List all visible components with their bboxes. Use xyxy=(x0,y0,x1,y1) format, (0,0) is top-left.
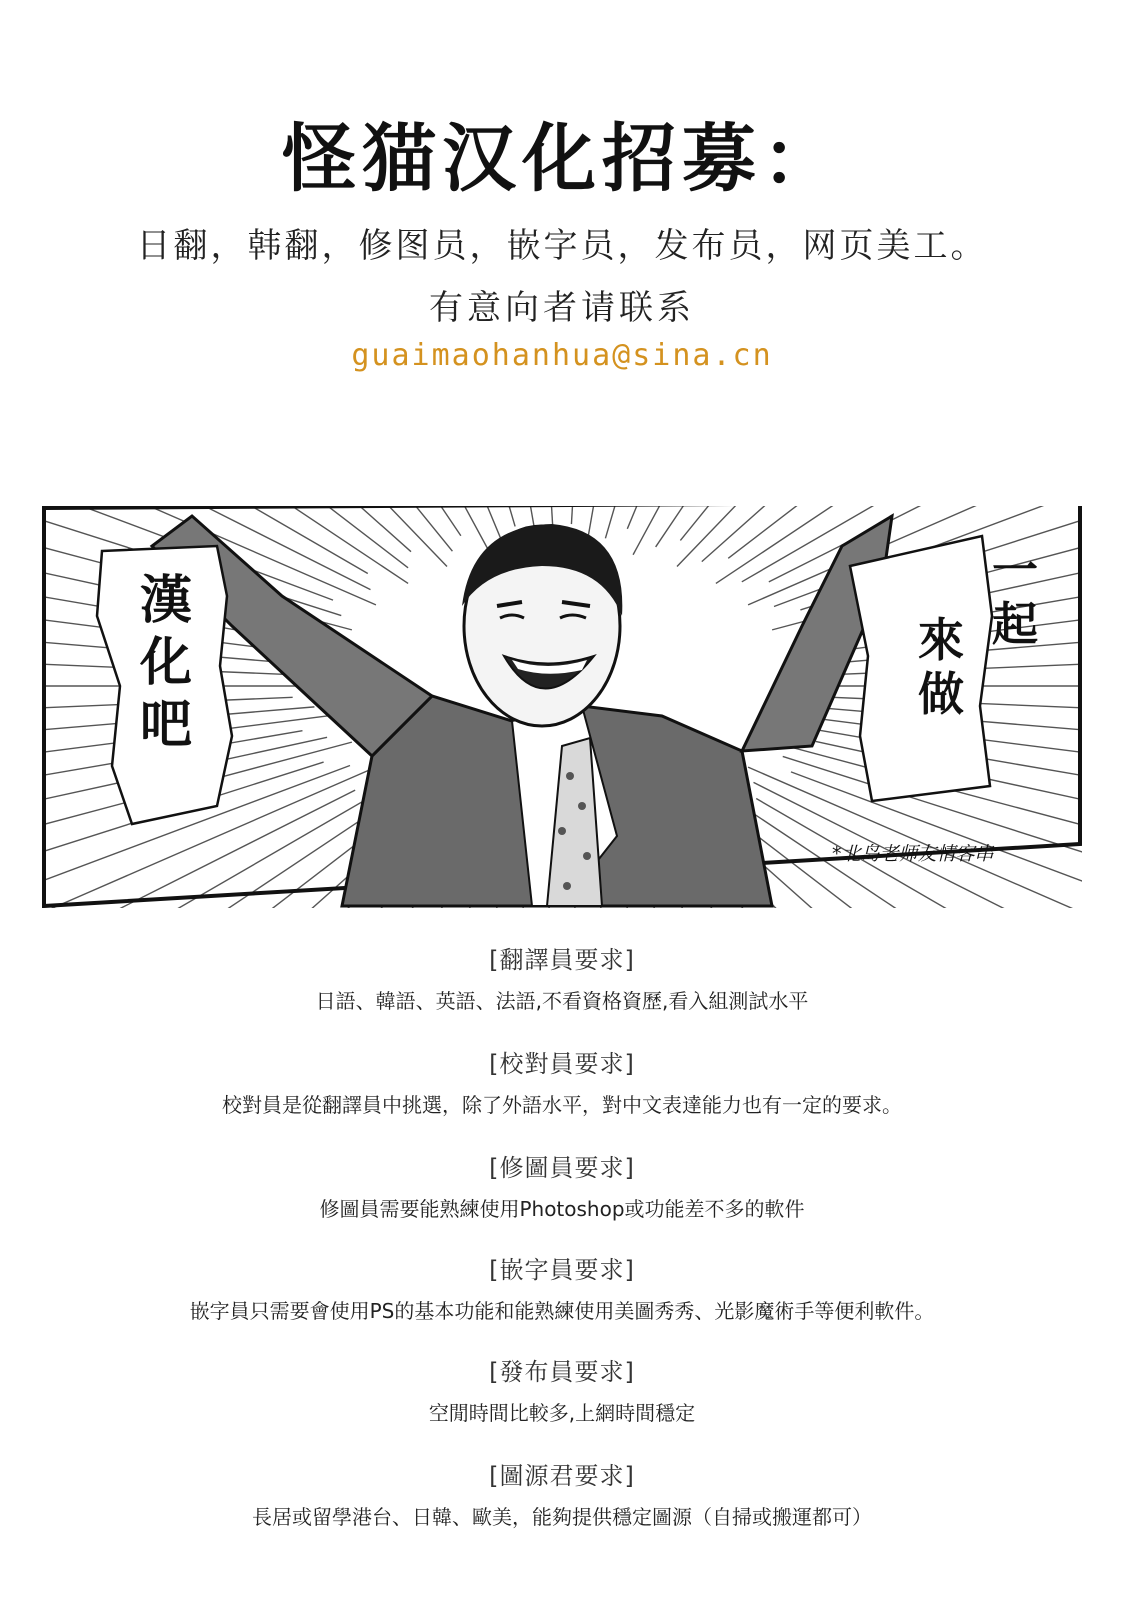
requirement-desc: 修圖員需要能熟練使用Photoshop或功能差不多的軟件 xyxy=(319,1197,805,1221)
requirement-desc: 長居或留學港台、日韓、歐美，能夠提供穩定圖源（自掃或搬運都可） xyxy=(252,1505,872,1529)
requirement-desc: 日語、韓語、英語、法語,不看資格資歷,看入組測試水平 xyxy=(315,989,809,1013)
roles-list: 日翻，韩翻，修图员，嵌字员，发布员，网页美工。 xyxy=(136,226,988,266)
page-title: 怪猫汉化招募： xyxy=(282,116,842,202)
requirement-title: [圖源君要求] xyxy=(489,1462,635,1490)
requirement-title: [嵌字員要求] xyxy=(489,1256,635,1284)
signature-note: *北岛老师友情客串 xyxy=(832,843,994,865)
typesetter-requirement xyxy=(0,1250,1124,1324)
proofreader-requirement xyxy=(0,1044,1124,1118)
requirement-desc: 空閒時間比較多,上網時間穩定 xyxy=(428,1401,696,1425)
requirement-title: [修圖員要求] xyxy=(489,1154,635,1182)
manga-illustration xyxy=(42,506,1082,908)
cleaner-requirement xyxy=(0,1148,1124,1222)
right-bubble-text: 一 起 來 做 xyxy=(918,543,1038,721)
requirement-title: [翻譯員要求] xyxy=(489,946,635,974)
requirement-title: [校對員要求] xyxy=(489,1050,635,1078)
publisher-requirement xyxy=(0,1352,1124,1426)
raw-provider-requirement xyxy=(0,1456,1124,1530)
left-bubble-text: 漢 化 吧 xyxy=(140,570,193,755)
requirement-desc: 校對員是從翻譯員中挑選，除了外語水平，對中文表達能力也有一定的要求。 xyxy=(222,1093,902,1117)
manga-panel xyxy=(42,506,1082,908)
contact-email[interactable]: guaimaohanhua@sina.cn xyxy=(351,338,773,373)
translator-requirement xyxy=(0,940,1124,1014)
contact-line: 有意向者请联系 xyxy=(429,288,695,328)
requirement-desc: 嵌字員只需要會使用PS的基本功能和能熟練使用美圖秀秀、光影魔術手等便利軟件。 xyxy=(189,1299,935,1323)
requirement-title: [發布員要求] xyxy=(489,1358,635,1386)
